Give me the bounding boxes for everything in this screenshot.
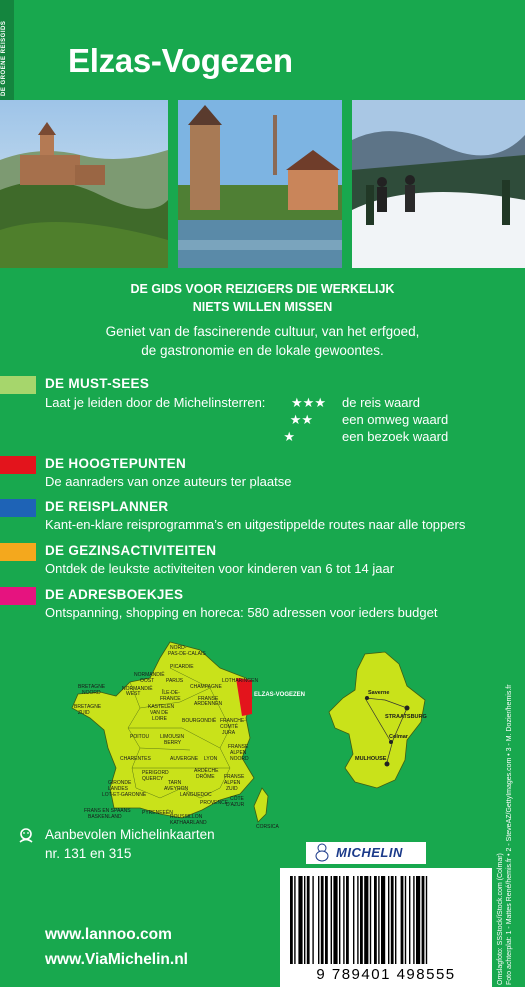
svg-text:FRANSE: FRANSE — [224, 774, 245, 780]
section-title: DE GEZINSACTIVITEITEN — [45, 543, 217, 558]
section-desc: Ontdek de leukste activiteiten voor kinderen van 6 tot 14 jaar — [45, 561, 395, 576]
barcode-bar — [413, 876, 414, 964]
svg-text:PARIJS: PARIJS — [166, 678, 184, 684]
svg-text:PYRENEEËN: PYRENEEËN — [142, 810, 173, 816]
svg-text:ÎLE-DE-: ÎLE-DE- — [162, 690, 180, 696]
svg-text:BRETAGNE: BRETAGNE — [74, 704, 102, 710]
svg-text:QUERCY: QUERCY — [142, 776, 164, 782]
svg-text:GIRONDE: GIRONDE — [108, 780, 132, 786]
photo-snow — [352, 100, 525, 268]
svg-text:LIMOUSIN: LIMOUSIN — [160, 734, 185, 740]
barcode-bar — [401, 876, 404, 964]
svg-text:ZUID: ZUID — [78, 710, 90, 716]
svg-text:DRÔME: DRÔME — [196, 774, 215, 780]
svg-text:CORSICA: CORSICA — [256, 824, 279, 830]
section-desc: Kant-en-klare reisprogramma’s en uitgestippelde routes naar alle toppers — [45, 517, 466, 532]
svg-text:BRETAGNE: BRETAGNE — [78, 684, 106, 690]
url-lannoo[interactable]: www.lannoo.com — [45, 926, 172, 943]
svg-text:PICARDIE: PICARDIE — [170, 664, 194, 670]
intro-line-2: de gastronomie en de lokale gewoontes. — [141, 343, 384, 358]
stars-two-label: een omweg waard — [342, 412, 449, 427]
barcode-bar — [294, 876, 295, 964]
barcode-bar — [353, 876, 354, 964]
barcode-bar — [409, 876, 410, 964]
barcode-bar — [370, 876, 371, 964]
swatch-reisplanner — [0, 499, 36, 517]
barcode-bars — [286, 876, 486, 966]
section-desc: Laat je leiden door de Michelinsterren: — [45, 395, 266, 410]
svg-text:AVEYRON: AVEYRON — [164, 786, 189, 792]
barcode-bar — [321, 876, 324, 964]
city-mulhouse: MULHOUSE — [355, 756, 387, 762]
svg-text:NOORD: NOORD — [230, 756, 249, 762]
barcode-bar — [333, 876, 337, 964]
svg-text:FRANS EN SPAANS: FRANS EN SPAANS — [84, 808, 131, 814]
svg-text:TARN: TARN — [168, 780, 182, 786]
barcode-bar — [307, 876, 310, 964]
section-title: DE ADRESBOEKJES — [45, 587, 184, 602]
svg-text:LYON: LYON — [204, 756, 218, 762]
tagline-line-2: NIETS WILLEN MISSEN — [192, 300, 333, 314]
intro-line-1: Geniet van de fascinerende cultuur, van het erfgoed, — [105, 324, 420, 339]
svg-text:CHARENTES: CHARENTES — [120, 756, 151, 762]
svg-text:PAS-DE-CALAIS: PAS-DE-CALAIS — [168, 651, 206, 657]
section-desc: De aanraders van onze auteurs ter plaatse — [45, 474, 292, 489]
svg-text:ROUSSILLON: ROUSSILLON — [170, 814, 203, 820]
svg-text:VAN DE: VAN DE — [150, 710, 169, 716]
barcode-bar — [312, 876, 313, 964]
svg-text:KATHAARLAND: KATHAARLAND — [170, 820, 207, 826]
stars-one: ★ — [283, 429, 295, 444]
barcode-bar — [422, 876, 425, 964]
michelin-wordmark: MICHELIN — [336, 845, 403, 860]
credits-line-1: Omslagfoto: SSStock/iStock.com (Colmar) — [497, 853, 504, 985]
recommended-line-2: nr. 131 en 315 — [45, 846, 132, 861]
svg-text:CHAMPAGNE: CHAMPAGNE — [190, 684, 222, 690]
stars-three: ★★★ — [291, 395, 326, 410]
city-saverne: Saverne — [368, 690, 390, 696]
series-label: DE GROENE REISGIDS — [1, 20, 7, 96]
france-map — [70, 638, 306, 838]
svg-text:BOURGONDIË: BOURGONDIË — [182, 718, 217, 724]
michelin-man-icon — [16, 826, 36, 846]
barcode-bar — [395, 876, 396, 964]
stars-one-label: een bezoek waard — [342, 429, 449, 444]
barcode-bar — [318, 876, 319, 964]
barcode-bar — [325, 876, 328, 964]
svg-text:PROVENCE: PROVENCE — [200, 800, 229, 806]
recommended-line-1: Aanbevolen Michelinkaarten — [45, 827, 215, 842]
map-highlight-label: ELZAS-VOGEZEN — [254, 692, 306, 698]
photo-castle — [0, 100, 168, 268]
svg-text:PERIGORD: PERIGORD — [142, 770, 169, 776]
svg-text:LANDES: LANDES — [108, 786, 129, 792]
barcode-bar — [416, 876, 420, 964]
svg-text:JURA: JURA — [222, 730, 236, 736]
barcode-number: 9 789401 498555 — [316, 966, 456, 983]
barcode-bar — [378, 876, 379, 964]
city-colmar: Colmar — [389, 734, 408, 740]
url-viamichelin[interactable]: www.ViaMichelin.nl — [45, 951, 188, 968]
barcode-bar — [357, 876, 358, 964]
svg-text:WEST: WEST — [126, 691, 141, 697]
svg-text:LOT-ET-GARONNE: LOT-ET-GARONNE — [102, 792, 147, 798]
barcode-bar — [331, 876, 332, 964]
svg-text:OOST: OOST — [140, 678, 155, 684]
michelin-logo — [306, 842, 426, 864]
svg-text:AUVERGNE: AUVERGNE — [170, 756, 199, 762]
barcode-bar — [360, 876, 363, 964]
svg-text:CÔTE: CÔTE — [230, 796, 244, 802]
svg-text:FRANCE: FRANCE — [160, 696, 181, 702]
barcode-bar — [381, 876, 385, 964]
barcode-bar — [405, 876, 406, 964]
barcode-bar — [346, 876, 349, 964]
svg-text:ZUID: ZUID — [226, 786, 238, 792]
barcode-bar — [304, 876, 305, 964]
barcode-bar — [374, 876, 377, 964]
bibendum-icon — [312, 843, 332, 863]
intro — [0, 322, 525, 360]
swatch-adresboekjes — [0, 587, 36, 605]
svg-text:NOORD: NOORD — [82, 690, 101, 696]
svg-text:POITOU: POITOU — [130, 734, 150, 740]
urls — [45, 922, 188, 972]
svg-text:FRANSE: FRANSE — [198, 696, 219, 702]
barcode-bar — [290, 876, 293, 964]
section-title: DE HOOGTEPUNTEN — [45, 456, 187, 471]
tagline-line-1: DE GIDS VOOR REIZIGERS DIE WERKELIJK — [130, 282, 395, 296]
swatch-hoogtepunten — [0, 456, 36, 474]
photo-strip — [0, 100, 525, 268]
photo-credits — [496, 684, 514, 985]
barcode-bar — [343, 876, 344, 964]
barcode-bar — [339, 876, 340, 964]
svg-text:BASKENLAND: BASKENLAND — [88, 814, 122, 820]
svg-text:LOTHARINGEN: LOTHARINGEN — [222, 678, 259, 684]
svg-text:KASTELEN: KASTELEN — [148, 704, 175, 710]
section-title: DE MUST-SEES — [45, 376, 150, 391]
stars-three-label: de reis waard — [342, 395, 421, 410]
svg-text:FRANSE: FRANSE — [228, 744, 249, 750]
city-straatsburg: STRAATSBURG — [385, 714, 427, 720]
section-desc: Ontspanning, shopping en horeca: 580 adressen voor ieders budget — [45, 605, 438, 620]
swatch-gezinsactiviteiten — [0, 543, 36, 561]
stars-two: ★★ — [289, 412, 313, 427]
barcode — [280, 868, 492, 987]
svg-text:ARDÈCHE: ARDÈCHE — [194, 768, 219, 774]
svg-text:ARDENNEN: ARDENNEN — [194, 701, 223, 707]
svg-text:ALPEN: ALPEN — [230, 750, 247, 756]
svg-text:ALPEN: ALPEN — [224, 780, 241, 786]
recommended-maps — [45, 825, 215, 863]
svg-text:NORD-: NORD- — [170, 645, 187, 651]
svg-text:FRANCHE-: FRANCHE- — [220, 718, 246, 724]
svg-text:NORMANDIË: NORMANDIË — [134, 672, 165, 678]
tagline — [0, 280, 525, 316]
swatch-must-sees — [0, 376, 36, 394]
svg-text:BERRY: BERRY — [164, 740, 182, 746]
svg-text:COMTÉ: COMTÉ — [220, 724, 239, 730]
svg-text:NORMANDIË: NORMANDIË — [122, 686, 153, 692]
svg-text:LANGUEDOC: LANGUEDOC — [180, 792, 212, 798]
svg-text:D'AZUR: D'AZUR — [226, 802, 245, 808]
barcode-bar — [426, 876, 427, 964]
photo-tower — [178, 100, 342, 268]
barcode-bar — [388, 876, 389, 964]
barcode-bar — [364, 876, 368, 964]
section-title: DE REISPLANNER — [45, 499, 169, 514]
barcode-bar — [391, 876, 394, 964]
barcode-bar — [298, 876, 302, 964]
alsace-map — [325, 650, 430, 790]
page-title: Elzas-Vogezen — [68, 42, 293, 79]
svg-text:LOIRE: LOIRE — [152, 716, 168, 722]
credits-line-2: Foto achterplat: 1 - Mattes René/hemis.fr • 2 - SteveAZ/GettyImages.com • 3 - M. Dozier/hemis.fr — [506, 684, 513, 985]
